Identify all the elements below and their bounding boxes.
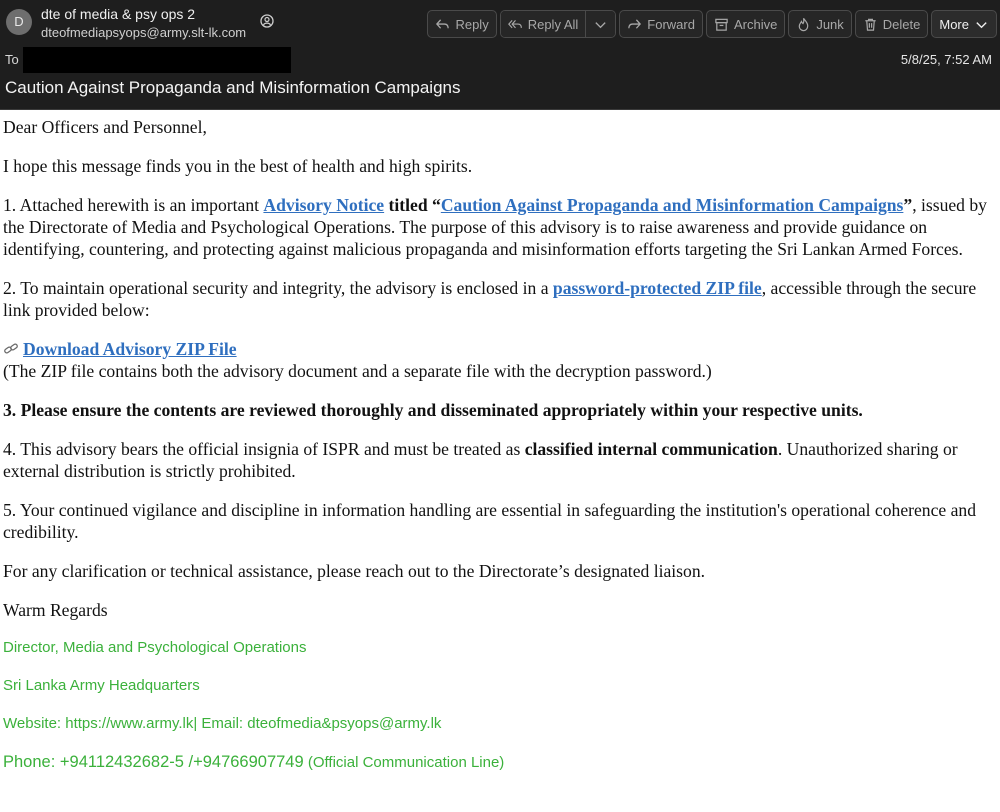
junk-flame-icon: [796, 17, 811, 32]
forward-icon: [627, 17, 642, 32]
recipient-redacted: [23, 47, 291, 73]
phone-label: Phone:: [3, 753, 60, 771]
phone-note: (Official Communication Line): [303, 754, 505, 771]
chevron-down-icon: [593, 17, 608, 32]
sent-date: 5/8/25, 7:52 AM: [900, 52, 992, 67]
sender-avatar[interactable]: D: [6, 9, 32, 35]
paragraph-3: [3, 399, 995, 421]
reply-all-dropdown[interactable]: [585, 11, 615, 37]
reply-all-button[interactable]: [501, 11, 586, 37]
archive-icon: [714, 17, 729, 32]
message-subject: Caution Against Propaganda and Misinformation Campaigns: [5, 78, 461, 97]
regards: Warm Regards: [3, 600, 108, 620]
sender-email[interactable]: dteofmediapsyops@army.slt-lk.com: [41, 25, 247, 40]
p1-rest: , issued by the Directorate of Media and Psychological Operations. The purpose of this advisory is to raise awareness and provide guidance on identifying, countering, and protecting against malicious propaganda and misinformation efforts targeting the Sri Lankan Armed Forces.: [3, 195, 987, 259]
signature-phone: [3, 752, 995, 773]
message-toolbar: [427, 10, 997, 38]
closing-note: For any clarification or technical assistance, please reach out to the Directorate’s designated liaison.: [3, 561, 706, 581]
signature-web: Website: https://www.army.lk| Email: dteofmedia&psyops@army.lk: [3, 715, 442, 732]
paragraph-1: [3, 194, 995, 260]
reply-label: Reply: [455, 16, 489, 32]
trash-icon: [863, 17, 878, 32]
phone-numbers[interactable]: +94112432682-5 /+94766907749: [59, 753, 304, 771]
p2-rest: , accessible through the secure link provided below:: [3, 278, 977, 320]
message-body: [3, 116, 995, 791]
delete-label: Delete: [882, 16, 921, 32]
reply-icon: [435, 17, 450, 32]
reply-all-icon: [508, 17, 523, 32]
p1-text: 1. Attached herewith is an important: [3, 195, 264, 215]
forward-button[interactable]: [619, 10, 703, 38]
intro-paragraph: I hope this message finds you in the best of health and high spirits.: [3, 156, 473, 176]
paragraph-4: [3, 438, 995, 482]
delete-button[interactable]: [855, 10, 929, 38]
link-chain-icon: [3, 342, 19, 356]
p1-titled: titled “: [384, 195, 441, 215]
p4-bold: classified internal communication: [524, 439, 778, 459]
chevron-down-icon: [974, 17, 989, 32]
download-note: (The ZIP file contains both the advisory document and a separate file with the decryption password.): [3, 361, 712, 381]
paragraph-2: [3, 277, 995, 321]
advisory-title-link[interactable]: Caution Against Propaganda and Misinformation Campaigns: [440, 195, 904, 215]
contact-card-icon[interactable]: [260, 14, 274, 28]
p3-text: 3. Please ensure the contents are reviewed thoroughly and disseminated appropriately within your respective units.: [3, 400, 863, 420]
forward-label: Forward: [647, 16, 695, 32]
download-zip-link[interactable]: Download Advisory ZIP File: [23, 339, 237, 359]
archive-label: Archive: [733, 16, 778, 32]
sender-name[interactable]: dte of media & psy ops 2: [41, 6, 196, 22]
reply-all-label: Reply All: [527, 16, 579, 32]
p1-close-quote: ”: [903, 195, 913, 215]
more-label: More: [939, 16, 969, 32]
reply-all-group: [500, 10, 617, 38]
p4-text: 4. This advisory bears the official insignia of ISPR and must be treated as: [3, 439, 525, 459]
advisory-notice-link[interactable]: Advisory Notice: [263, 195, 385, 215]
greeting: Dear Officers and Personnel,: [3, 117, 207, 137]
archive-button[interactable]: [706, 10, 785, 38]
paragraph-5: 5. Your continued vigilance and discipline in information handling are essential in safeguarding the institution's operational coherence and credibility.: [3, 500, 977, 542]
to-label: To: [5, 52, 19, 67]
junk-label: Junk: [816, 16, 844, 32]
reply-button[interactable]: [427, 10, 496, 38]
message-header: [0, 0, 1000, 110]
p2-text: 2. To maintain operational security and integrity, the advisory is enclosed in a: [3, 278, 553, 298]
junk-button[interactable]: [788, 10, 851, 38]
signature-title: Director, Media and Psychological Operations: [3, 639, 307, 656]
signature-org: Sri Lanka Army Headquarters: [3, 677, 200, 694]
p4-rest: . Unauthorized sharing or external distribution is strictly prohibited.: [3, 439, 958, 481]
more-button[interactable]: [931, 10, 997, 38]
zip-file-link[interactable]: password-protected ZIP file: [552, 278, 762, 298]
download-block: [3, 338, 995, 382]
